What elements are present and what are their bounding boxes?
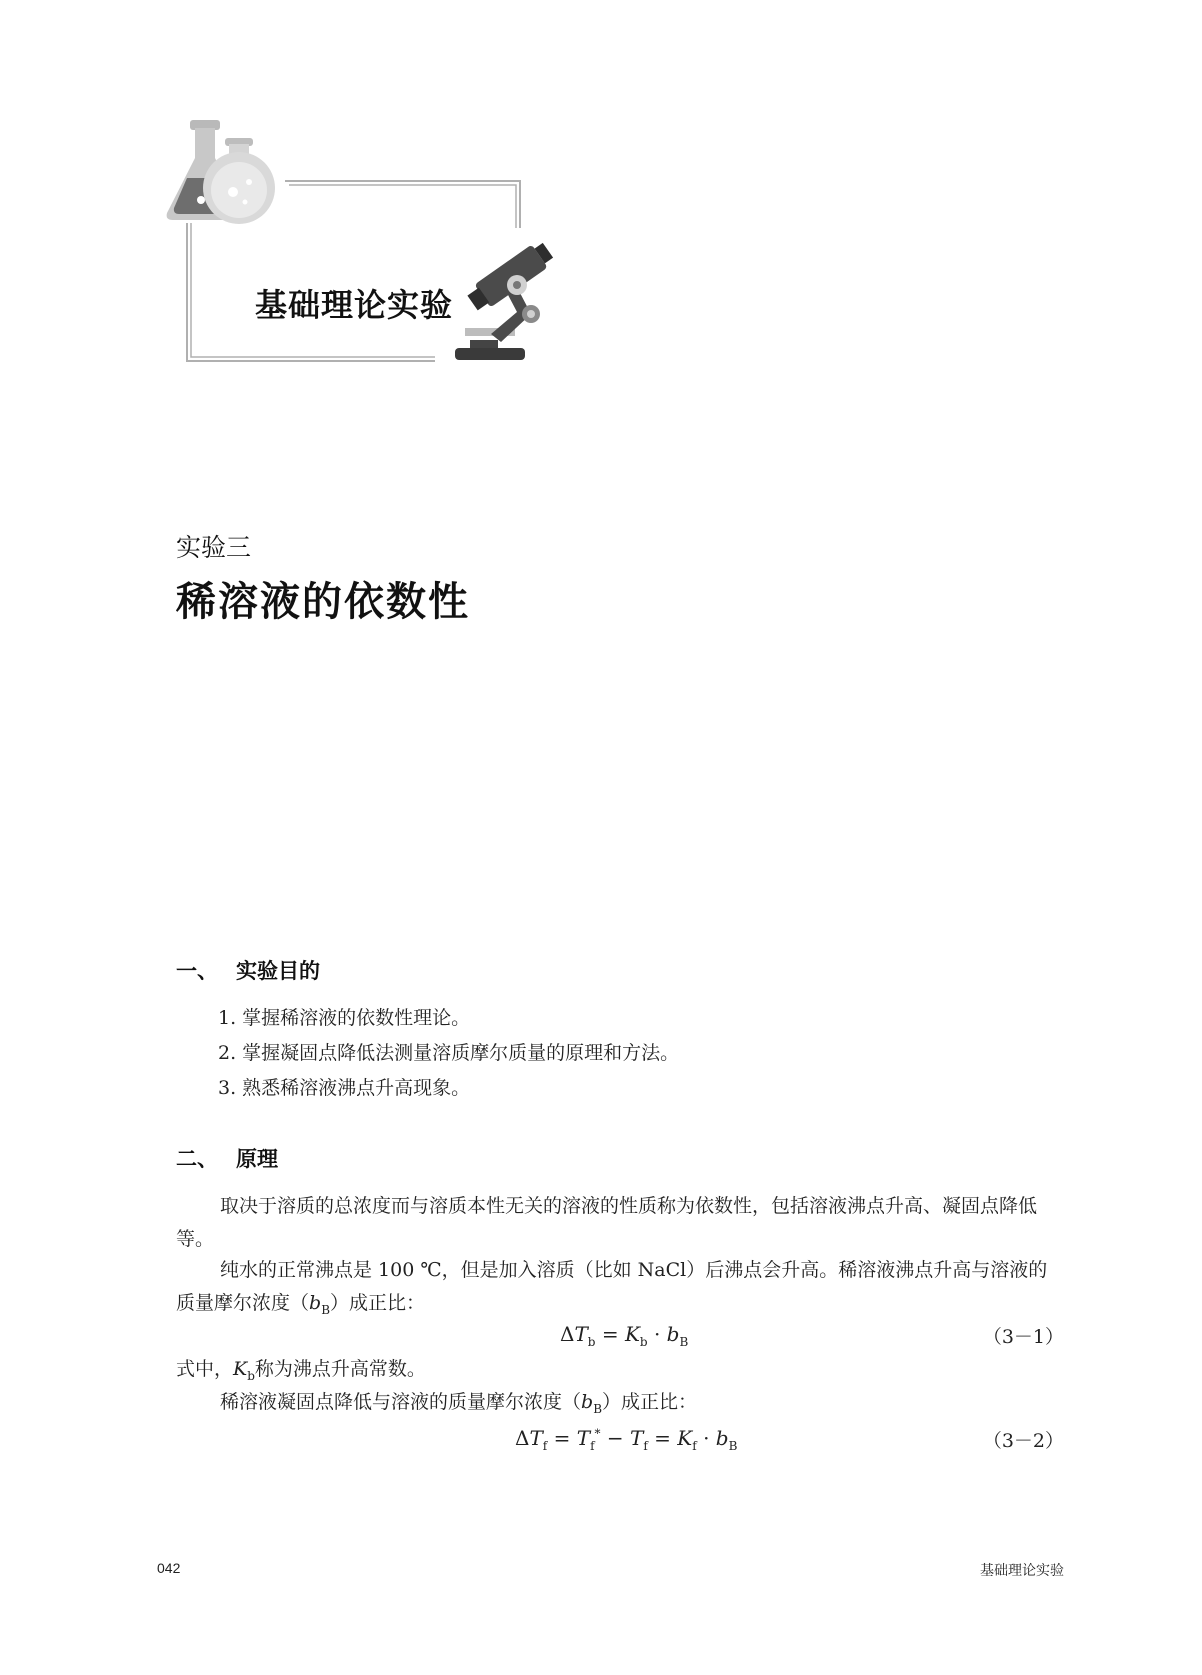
section-number: 一、 <box>176 958 218 983</box>
principle-paragraph-4: 稀溶液凝固点降低与溶液的质量摩尔浓度$(b_B)$成正比： <box>220 1391 698 1416</box>
equation-freezing-point: $\Delta T_f = T_f^* - T_f = K_f \cdot b_B$ <box>515 1426 738 1453</box>
equation-boiling-point: $\Delta T_b = K_b \cdot b_B$ <box>560 1322 689 1349</box>
microscope-icon <box>455 239 556 360</box>
banner-frame-outer-2 <box>289 185 516 228</box>
objective-item: 2. 掌握凝固点降低法测量溶质摩尔质量的原理和方法。 <box>218 1042 680 1064</box>
running-title: 基础理论实验 <box>980 1563 1064 1579</box>
equation-number: （3－1） <box>982 1326 1064 1348</box>
equation-number: （3－2） <box>982 1430 1064 1452</box>
section-title: 实验目的 <box>236 958 320 983</box>
principle-paragraph-2: 纯水的正常沸点是 100 ℃，但是加入溶质（比如 NaCl）后沸点会升高。稀溶液沸点升高与溶液的质量摩尔浓度$(b_B)$成正比： <box>176 1259 1048 1317</box>
banner-illustration <box>165 118 565 368</box>
objective-item: 3. 熟悉稀溶液沸点升高现象。 <box>218 1077 471 1099</box>
page-number: 042 <box>157 1560 181 1576</box>
banner-title: 基础理论实验 <box>255 286 454 324</box>
section-heading-principle <box>176 1143 278 1173</box>
experiment-title: 稀溶液的依数性 <box>176 578 470 625</box>
section-heading-objectives <box>176 955 320 985</box>
principle-paragraph-1: 取决于溶质的总浓度而与溶质本性无关的溶液的性质称为依数性，包括溶液沸点升高、凝固点降低等。 <box>176 1195 1038 1250</box>
section-title: 原理 <box>236 1146 278 1171</box>
experiment-number: 实验三 <box>176 533 252 562</box>
section-number: 二、 <box>176 1146 218 1171</box>
banner-frame-outer <box>285 181 520 228</box>
objective-item: 1. 掌握稀溶液的依数性理论。 <box>218 1007 471 1029</box>
principle-paragraph-3: 式中，$K_b$称为沸点升高常数。 <box>176 1358 426 1383</box>
